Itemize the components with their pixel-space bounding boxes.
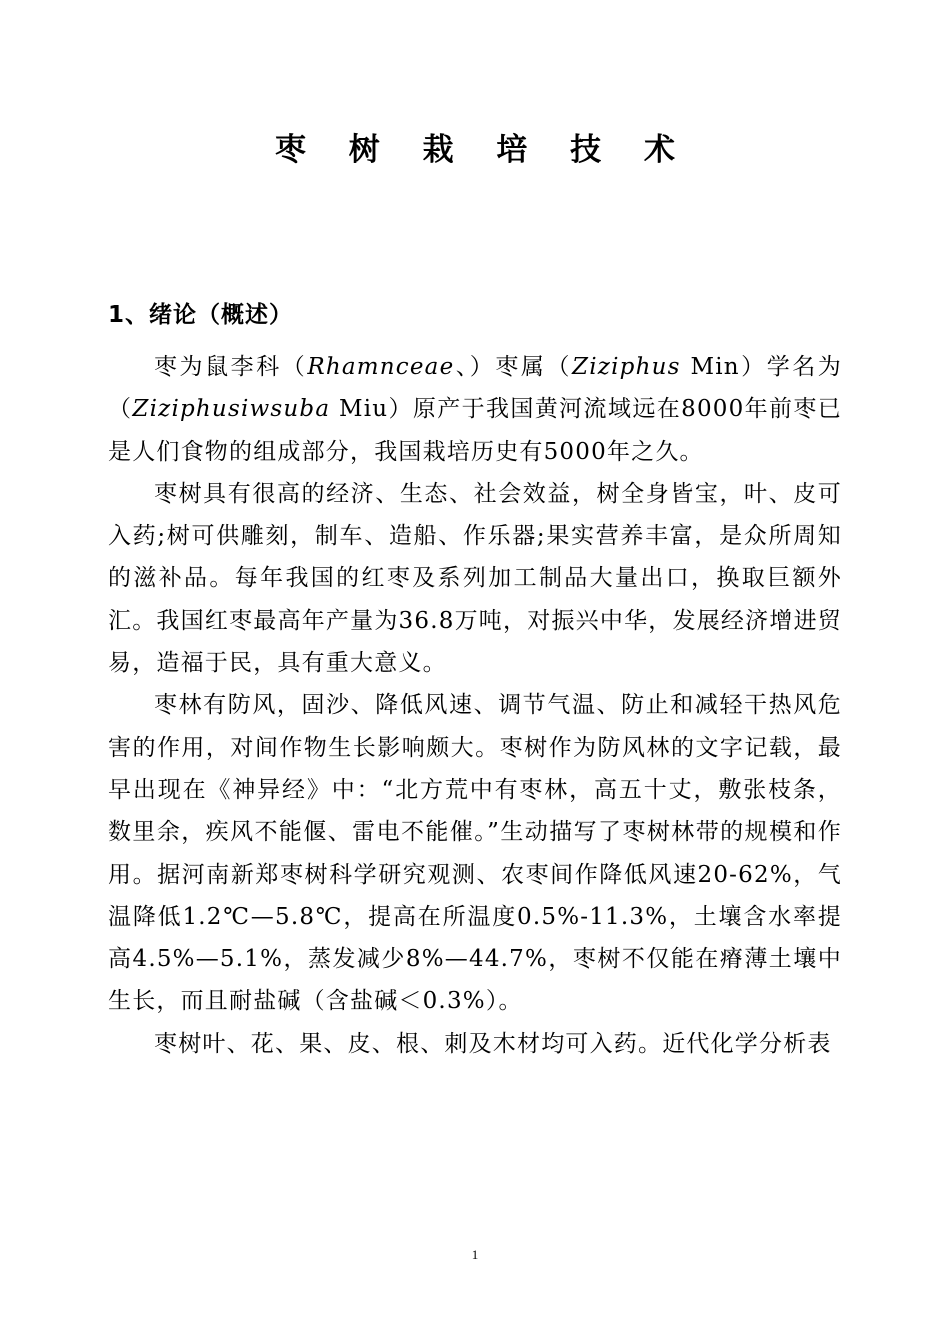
document-title: 枣 树 栽 培 技 术 xyxy=(275,132,691,168)
paragraph xyxy=(108,473,842,684)
paragraph-text: Min）学名为（ xyxy=(108,354,842,423)
paragraph xyxy=(108,1023,842,1065)
paragraph-text: 枣林有防风，固沙、降低风速、调节气温、防止和减轻干热风危害的作用，对间作物生长影响颇大。枣树作为防风林的文字记载，最早出现在《神异经》中：“北方荒中有枣林，高五十丈，敷张枝条，数里余，疾风不能偃、雷电不能催。”生动描写了枣树林带的规模和作用。据河南新郑枣树科学研究观测、农枣间作降低风速20-62%，气温降低1.2℃—5.8℃，提高在所温度0.5%-11.3%，土壤含水率提高4.5%—5.1%，蒸发减少8%—44.7%，枣树不仅能在瘠薄土壤中生长，而且耐盐碱（含盐碱＜0.3%）。 xyxy=(108,692,842,1015)
paragraph-text: Miu）原产于我国黄河流域远在8000年前枣已是人们食物的组成部分，我国栽培历史有5000年之久。 xyxy=(108,396,842,465)
paragraph xyxy=(108,346,842,473)
body-text xyxy=(108,346,842,1065)
paragraph-text: 枣树叶、花、果、皮、根、刺及木材均可入药。近代化学分析表 xyxy=(154,1030,832,1057)
latin-name: Ziziphusiwsuba xyxy=(132,396,331,423)
latin-name: Rhamnceae xyxy=(307,354,455,380)
paragraph-text: 枣为鼠李科（ xyxy=(154,354,308,380)
paragraph xyxy=(108,684,842,1022)
paragraph-text: 枣树具有很高的经济、生态、社会效益，树全身皆宝，叶、皮可入药;树可供雕刻，制车、造船、作乐器;果实营养丰富，是众所周知的滋补品。每年我国的红枣及系列加工制品大量出口，换取巨额外汇。我国红枣最高年产量为36.8万吨，对振兴中华，发展经济增进贸易，造福于民，具有重大意义。 xyxy=(108,480,842,677)
latin-name: Ziziphus xyxy=(572,354,681,380)
section-heading: 1、绪论（概述） xyxy=(108,302,294,328)
page-number: 1 xyxy=(471,1247,479,1262)
paragraph-text: 、）枣属（ xyxy=(454,354,573,380)
